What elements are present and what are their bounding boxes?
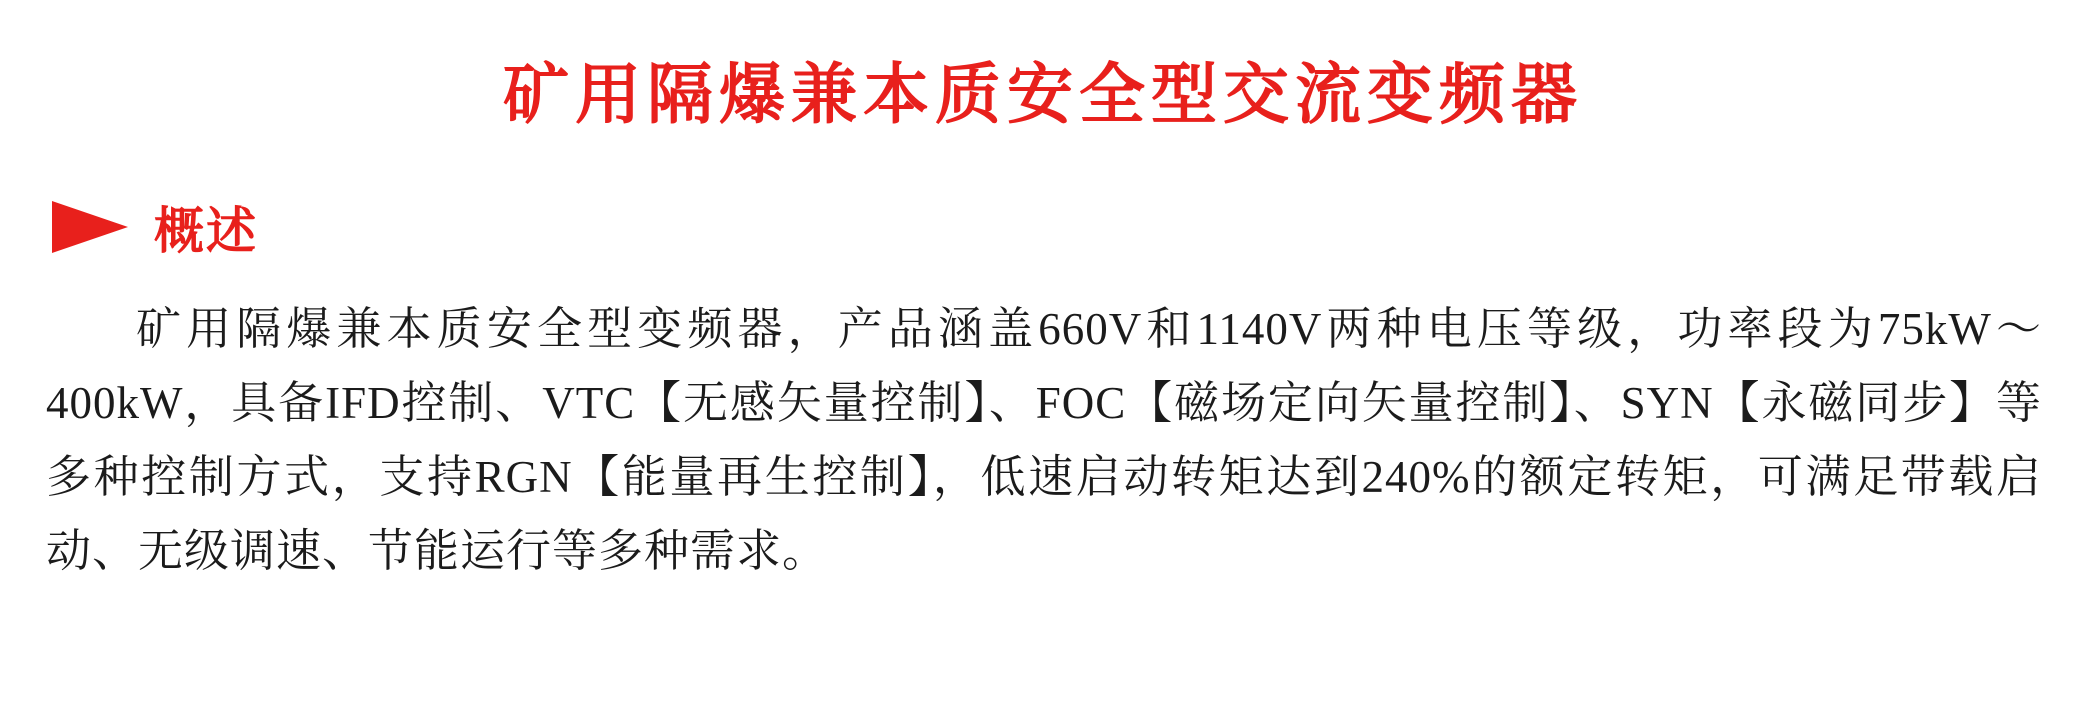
section-header <box>52 195 258 259</box>
overview-paragraph: 矿用隔爆兼本质安全型变频器，产品涵盖660V和1140V两种电压等级，功率段为75kW～400kW，具备IFD控制、VTC【无感矢量控制】、FOC【磁场定向矢量控制】、SYN【永磁同步】等多种控制方式，支持RGN【能量再生控制】，低速启动转矩达到240%的额定转矩，可满足带载启动、无级调速、节能运行等多种需求。 <box>46 304 2042 576</box>
section-heading: 概述 <box>154 203 258 259</box>
page-title: 矿用隔爆兼本质安全型交流变频器 <box>503 57 1583 131</box>
triangle-right-icon <box>52 201 128 253</box>
